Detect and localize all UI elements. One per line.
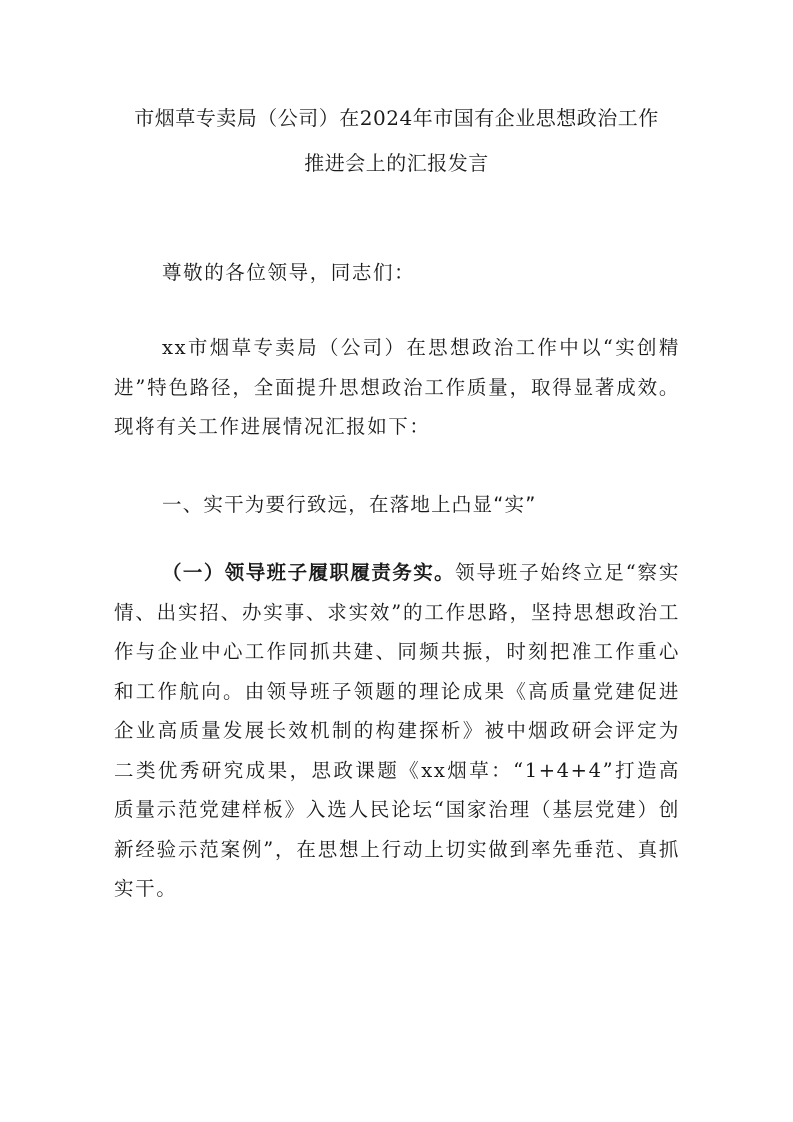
section-heading-1: 一、实干为要行致远，在落地上凸显“实”	[162, 493, 537, 516]
title-line-2: 推进会上的汇报发言	[304, 151, 489, 175]
salutation: 尊敬的各位领导，同志们：	[162, 261, 416, 284]
intro-paragraph: xx市烟草专卖局（公司）在思想政治工作中以“实创精进”特色路径，全面提升思想政治工作质量，取得显著成效。现将有关工作进展情况汇报如下：	[114, 336, 680, 438]
document-title	[100, 96, 693, 186]
paragraph-1-body: 领导班子始终立足“察实情、出实招、办实事、求实效”的工作思路，坚持思想政治工作与企业中心工作同抓共建、同频共振，时刻把准工作重心和工作航向。由领导班子领题的理论成果《高质量党建促进企业高质量发展长效机制的构建探析》被中烟政研会评定为二类优秀研究成果，思政课题《xx烟草：“1+4+4”打造高质量示范党建样板》入选人民论坛“国家治理（基层党建）创新经验示范案例”，在思想上行动上切实做到率先垂范、真抓实干。	[114, 561, 680, 900]
paragraph-1	[114, 553, 680, 909]
title-line-1: 市烟草专卖局（公司）在2024年市国有企业思想政治工作	[134, 106, 659, 130]
paragraph-1-lead: （一）领导班子履职履责务实。	[162, 561, 456, 584]
